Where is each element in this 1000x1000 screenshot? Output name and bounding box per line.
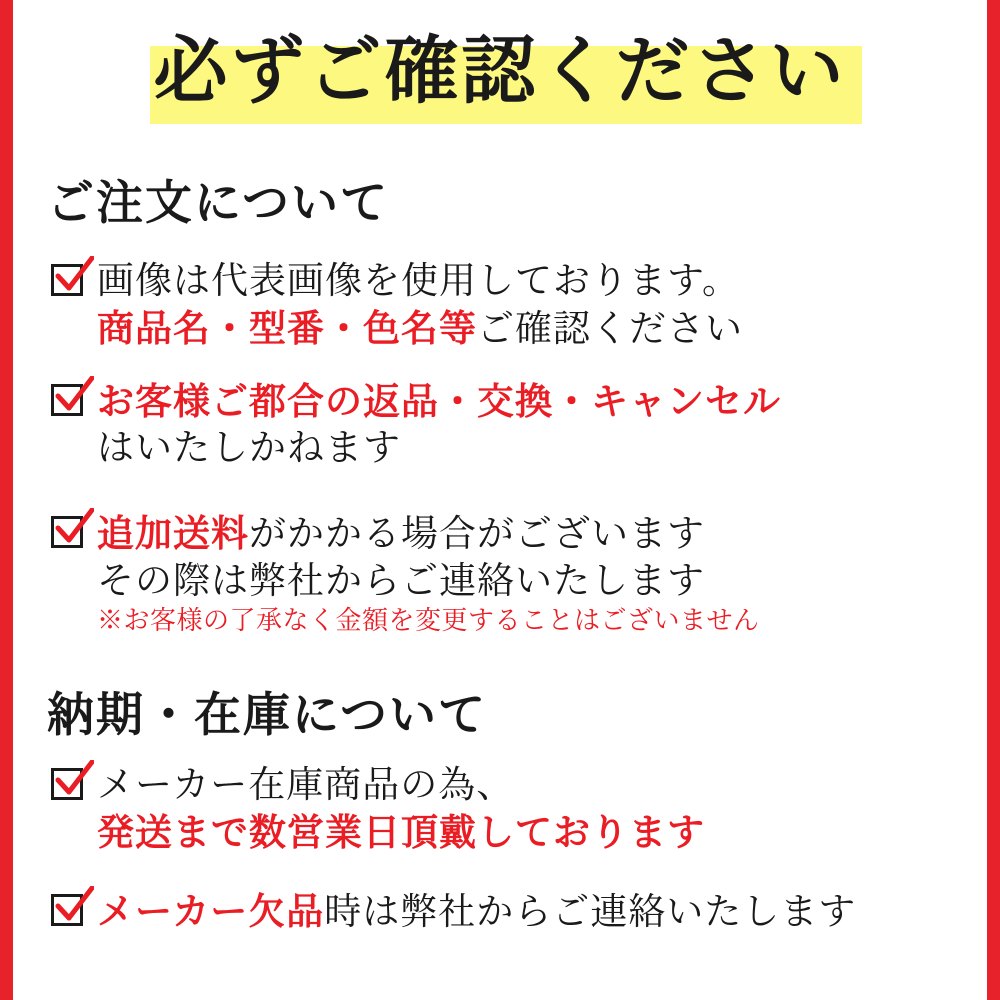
right-red-bar [987, 0, 1000, 1000]
checkbox-checked-icon [51, 264, 89, 302]
item-line [97, 305, 981, 353]
item-line: お客様ご都合の返品・交換・キャンセル [97, 379, 781, 423]
item-line-black: ご確認ください [477, 306, 743, 350]
item-line-black: がかかる場合がございます [249, 512, 705, 555]
item-line [97, 510, 981, 558]
page-title-area [13, 0, 987, 118]
item-line: 発送まで数営業日頂戴しております [97, 809, 705, 854]
page-title: 必ずご確認ください [153, 28, 847, 114]
item-line: 画像は代表画像を使用しております。 [97, 259, 741, 302]
item-line: はいたしかねます [97, 425, 401, 469]
item-line: メーカー在庫商品の為、 [97, 763, 515, 806]
list-item [51, 510, 981, 637]
checkbox-checked-icon [51, 516, 89, 554]
notice-content [13, 0, 987, 1000]
list-item [51, 888, 981, 936]
item-line: その際は弊社からご連絡いたします [97, 558, 705, 602]
left-red-bar [0, 0, 13, 1000]
list-item [51, 258, 981, 353]
checkbox-checked-icon [51, 768, 89, 806]
checkbox-checked-icon [51, 894, 89, 932]
checkbox-checked-icon [51, 384, 89, 422]
item-line-red: メーカー欠品 [97, 889, 325, 933]
item-line-black: 時は弊社からご連絡いたします [324, 890, 857, 933]
list-item [51, 762, 981, 856]
item-note: ※お客様の了承なく金額を変更することはございません [97, 605, 760, 636]
item-line [97, 888, 981, 936]
section-heading-delivery: 納期・在庫について [47, 688, 488, 743]
item-line-red: 追加送料 [97, 511, 249, 555]
section-heading-orders: ご注文について [47, 176, 390, 231]
item-line-red: 商品名・型番・色名等 [97, 305, 477, 350]
list-item [51, 378, 981, 472]
